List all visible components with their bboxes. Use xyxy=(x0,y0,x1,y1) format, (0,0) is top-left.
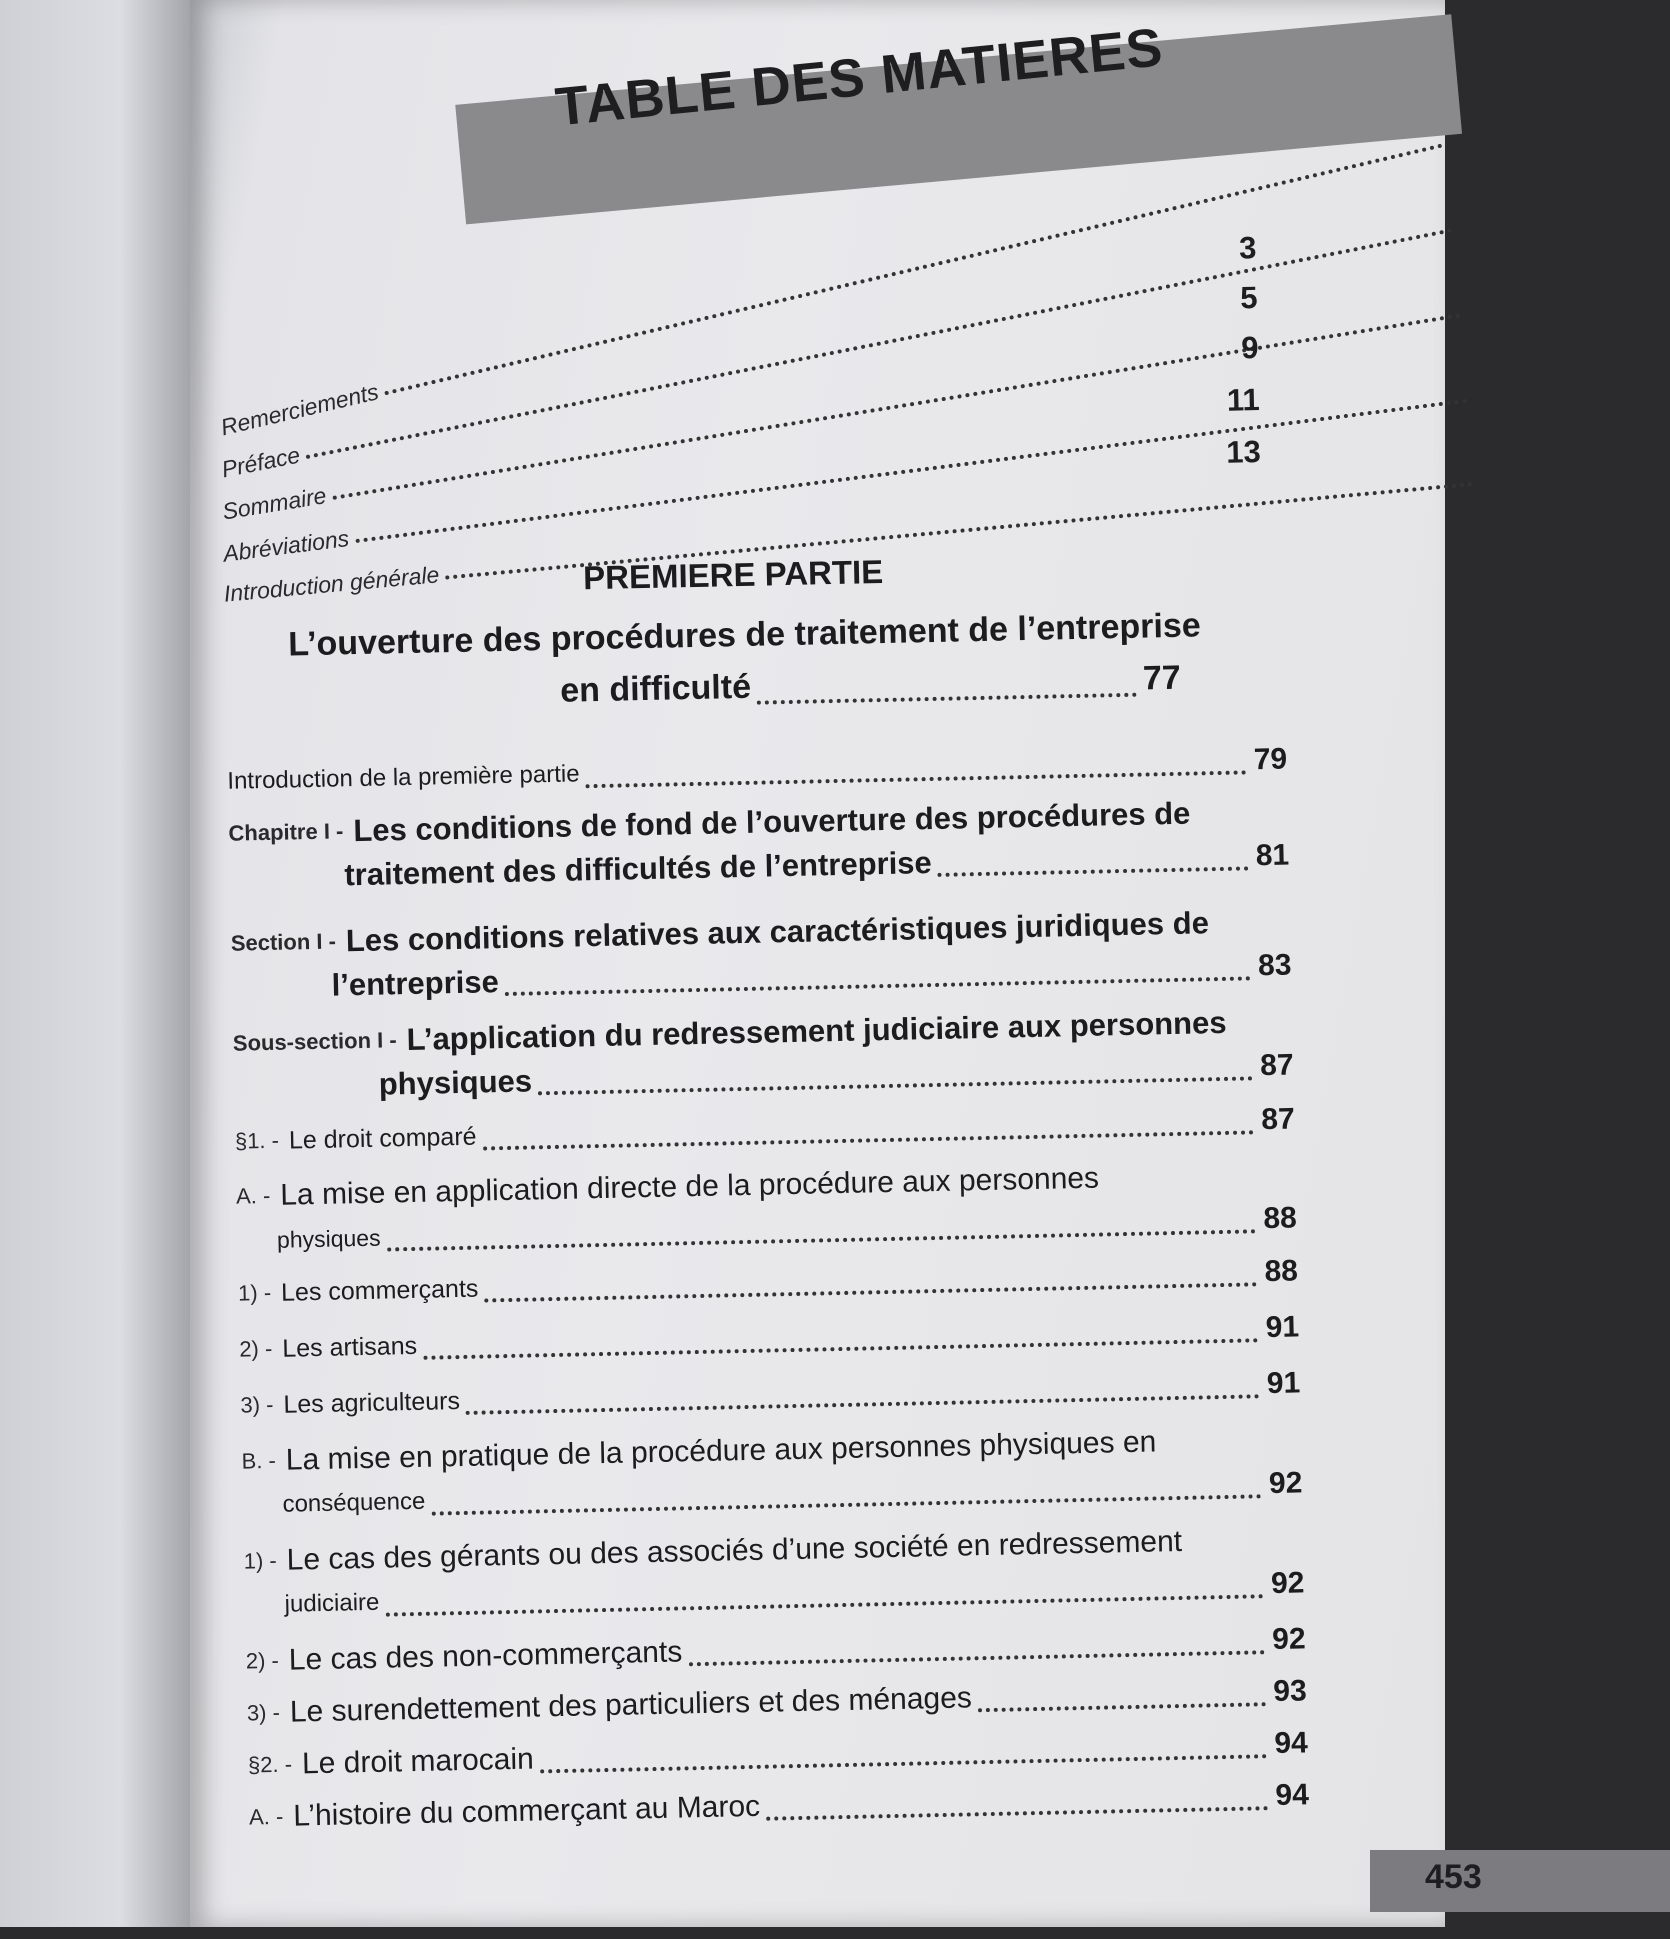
toc-entry xyxy=(232,1000,1294,1110)
toc-page-number: 9 xyxy=(1240,330,1259,366)
toc-entry-number: 3) - xyxy=(246,1699,281,1726)
toc-entry-label: Abréviations xyxy=(221,524,351,567)
toc-entry xyxy=(241,1417,1303,1527)
toc-entry-label: Les conditions de fond de l’ouverture des procédures de xyxy=(352,795,1191,849)
toc-entry-number: Section I - xyxy=(230,928,337,956)
toc-page-number: 13 xyxy=(1225,434,1262,470)
page-title: TABLE DES MATIERES xyxy=(552,17,1166,138)
toc-entry xyxy=(236,1152,1298,1262)
toc-entry-label: l’entreprise xyxy=(331,964,500,1003)
toc-entry-label: Sommaire xyxy=(220,482,329,525)
toc-entry xyxy=(240,1361,1301,1427)
dot-leader xyxy=(766,1806,1267,1821)
dot-leader xyxy=(387,1229,1256,1251)
toc-page-number: 92 xyxy=(1270,1566,1305,1601)
toc-entry-number: 2) - xyxy=(245,1647,280,1674)
toc-entry-number: 1) - xyxy=(243,1547,277,1574)
dot-leader xyxy=(586,770,1246,788)
toc-entry xyxy=(238,1249,1299,1315)
toc-entry-row xyxy=(240,1361,1301,1427)
toc-entry-label: Le droit marocain xyxy=(301,1742,535,1781)
dot-leader xyxy=(483,1130,1254,1150)
toc-page-number: 88 xyxy=(1263,1201,1298,1236)
toc-entry-row xyxy=(238,1249,1299,1315)
dot-leader xyxy=(978,1702,1266,1712)
toc-page-number: 92 xyxy=(1271,1622,1306,1657)
toc-page-number: 11 xyxy=(1226,382,1260,418)
dot-leader xyxy=(938,866,1248,876)
page-number-band xyxy=(1370,1850,1670,1912)
toc-entry-number: A. - xyxy=(235,1182,271,1209)
page-number: 453 xyxy=(1425,1858,1482,1896)
dot-leader xyxy=(423,1338,1258,1359)
toc-page-number: 88 xyxy=(1264,1254,1299,1289)
toc-entry-number: §2. - xyxy=(247,1751,293,1778)
toc-entry-label: Remerciements xyxy=(218,378,381,441)
toc-entry-number: Chapitre I - xyxy=(228,818,344,846)
toc-page-number: 77 xyxy=(1142,658,1182,698)
dot-leader xyxy=(466,1394,1259,1415)
toc-entry-number: 2) - xyxy=(239,1335,273,1362)
dot-leader xyxy=(688,1650,1264,1666)
toc-page-number: 83 xyxy=(1257,948,1292,983)
toc-page-number: 87 xyxy=(1259,1048,1294,1083)
page-content xyxy=(171,0,1466,1939)
facing-page xyxy=(0,0,200,1927)
toc-page-number: 92 xyxy=(1268,1466,1303,1501)
toc-entry-label: conséquence xyxy=(282,1487,426,1518)
toc-entry-label: Les agriculteurs xyxy=(283,1387,461,1419)
toc-entry-label: Introduction générale xyxy=(222,561,441,607)
part-title-line: en difficulté xyxy=(559,667,752,710)
part-title-line: L’ouverture des procédures de traitement de l’entreprise xyxy=(287,606,1202,664)
toc-page-number: 91 xyxy=(1265,1310,1300,1345)
toc-page-number: 87 xyxy=(1260,1102,1296,1137)
toc-entry-number: 1) - xyxy=(237,1279,272,1306)
dot-leader xyxy=(538,1076,1252,1095)
toc-entry-label: L’application du redressement judiciaire aux personnes xyxy=(406,1004,1227,1058)
dot-leader xyxy=(485,1282,1257,1302)
toc-entry-number: Sous-section I - xyxy=(232,1027,397,1056)
toc-entry xyxy=(239,1305,1300,1371)
toc-page-number: 3 xyxy=(1238,230,1257,266)
toc-entry-label: Introduction de la première partie xyxy=(227,760,580,795)
book-page xyxy=(190,0,1482,1927)
toc-entry-row xyxy=(239,1305,1300,1371)
toc-entry-label: L’histoire du commerçant au Maroc xyxy=(292,1789,761,1833)
toc-entry-number: 3) - xyxy=(240,1391,274,1418)
toc-entry xyxy=(234,1097,1295,1163)
toc-page-number: 91 xyxy=(1266,1366,1301,1401)
toc-entry-label: Le cas des gérants ou des associés d’une société en redressement xyxy=(286,1524,1183,1577)
dot-leader xyxy=(540,1754,1267,1773)
toc-entry-label: Le cas des non-commerçants xyxy=(288,1635,683,1677)
toc-page-number: 81 xyxy=(1255,838,1290,873)
toc-entry-label: Les commerçants xyxy=(280,1274,479,1307)
toc-entry-number: A. - xyxy=(248,1803,284,1830)
toc-entry-label: Les artisans xyxy=(281,1331,418,1363)
toc-entry-label: physiques xyxy=(378,1063,533,1102)
toc-entry xyxy=(243,1517,1305,1627)
toc-entry xyxy=(228,790,1290,900)
toc-entry-label: Les conditions relatives aux caractéristiques juridiques de xyxy=(345,905,1210,959)
toc-entry xyxy=(230,900,1292,1010)
toc-entry-label: judiciaire xyxy=(284,1588,380,1618)
toc-entry-label: physiques xyxy=(276,1224,381,1253)
toc-entry-number: §1. - xyxy=(234,1127,280,1154)
toc-entry-row xyxy=(234,1097,1295,1163)
toc-page-number: 94 xyxy=(1274,1726,1309,1761)
part-title xyxy=(244,598,1246,723)
toc-entry-label: La mise en pratique de la procédure aux personnes physiques en xyxy=(285,1425,1157,1477)
toc-entry-label: Préface xyxy=(219,441,303,483)
toc-entry-label: traitement des difficultés de l’entreprise xyxy=(344,845,933,893)
part-heading: PREMIERE PARTIE xyxy=(582,552,884,597)
dot-leader xyxy=(757,693,1137,705)
toc-entry-number: B. - xyxy=(241,1447,277,1474)
toc-page-number: 5 xyxy=(1239,280,1258,316)
front-matter-list xyxy=(171,0,1438,613)
dot-leader xyxy=(432,1494,1262,1515)
toc-page-number: 93 xyxy=(1272,1674,1308,1709)
toc-page-number: 94 xyxy=(1275,1778,1310,1813)
dot-leader xyxy=(505,976,1250,996)
toc-entry-label: La mise en application directe de la procédure aux personnes xyxy=(279,1161,1100,1212)
toc-entry-label: Le surendettement des particuliers et des ménages xyxy=(289,1681,973,1729)
dot-leader xyxy=(386,1594,1264,1616)
toc-entry-label: Le droit comparé xyxy=(288,1122,477,1155)
toc-page-number: 79 xyxy=(1253,742,1288,777)
